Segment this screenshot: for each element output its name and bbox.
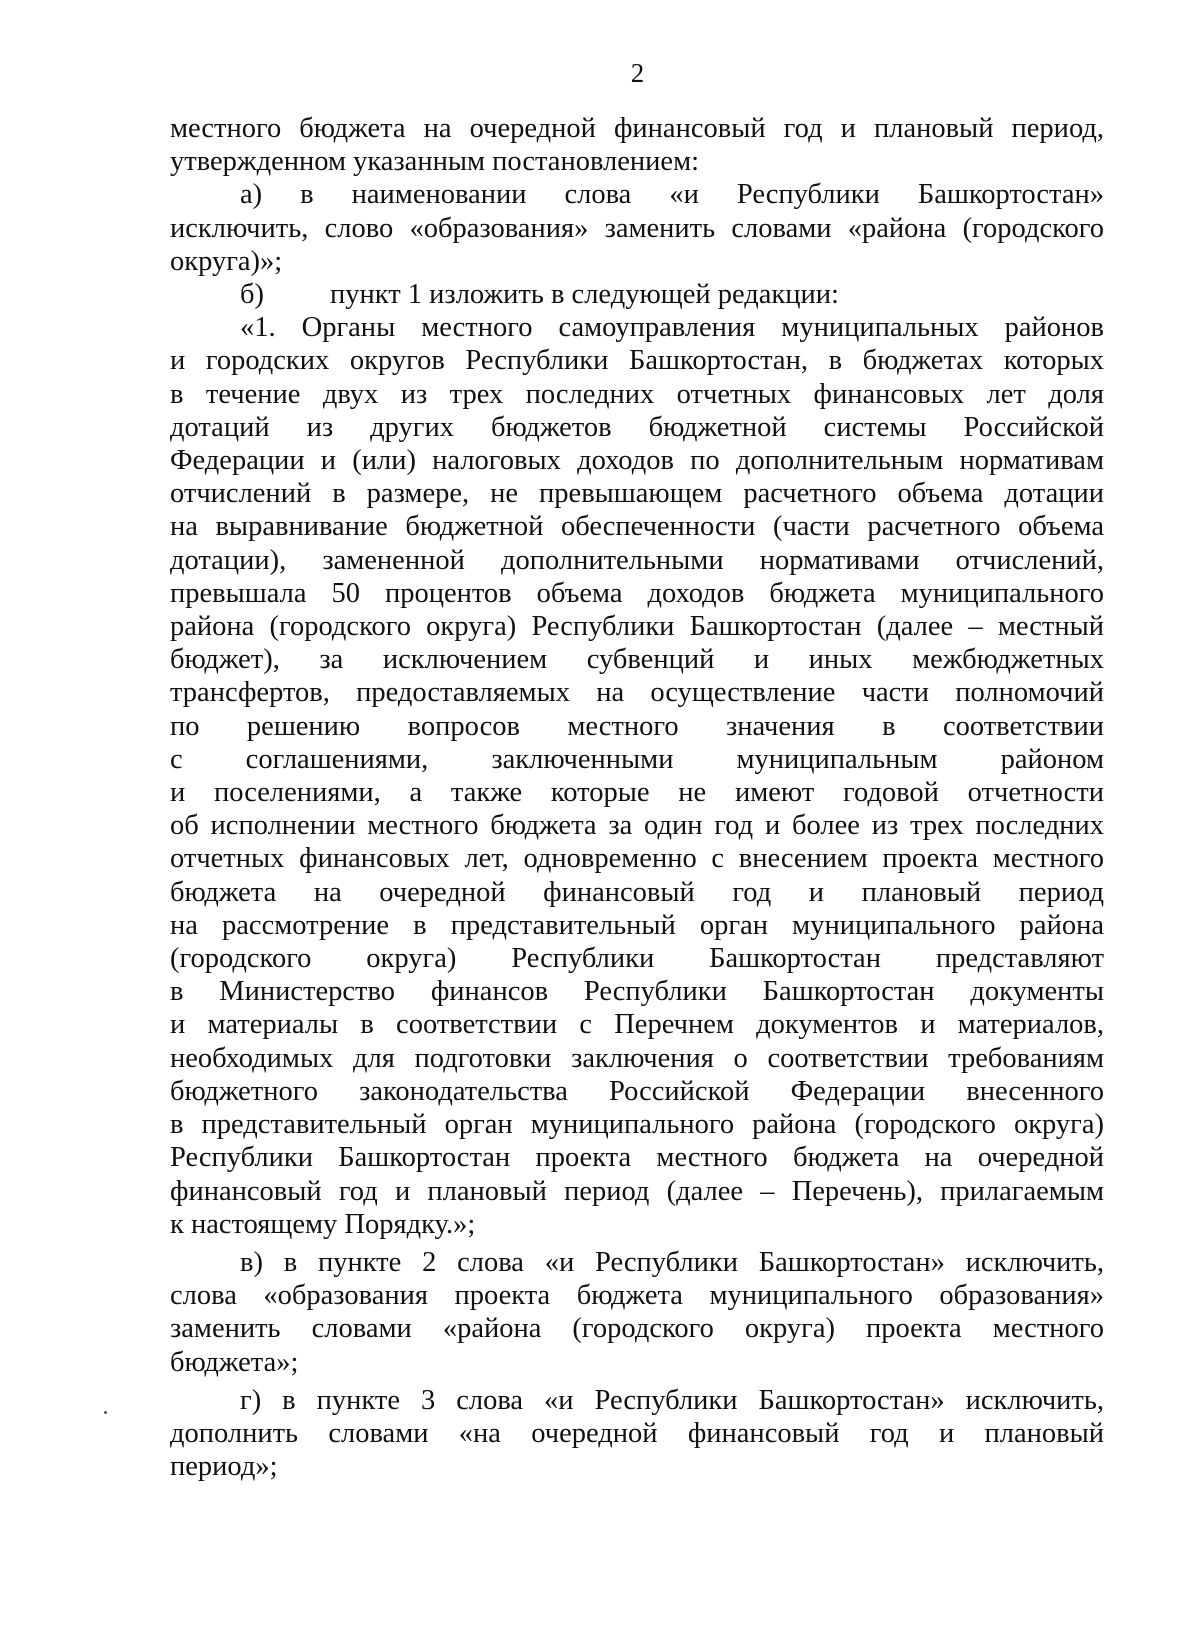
- text-line: на выравнивание бюджетной обеспеченности (части расчетного объема: [170, 511, 1104, 543]
- text-line: «1. Органы местного самоуправления муниципальных районов: [240, 312, 1104, 344]
- text-line: на рассмотрение в представительный орган муниципального района: [170, 909, 1104, 941]
- text-line: дотаций из других бюджетов бюджетной системы Российской: [170, 411, 1104, 443]
- paragraph-quoted-clause-1: [170, 311, 1104, 1241]
- text-line: заменить словами «района (городского округа) проекта местного: [170, 1313, 1104, 1345]
- text-line: по решению вопросов местного значения в соответствии: [170, 710, 1104, 742]
- text-line: превышала 50 процентов объема доходов бюджета муниципального: [170, 577, 1104, 609]
- text-line: местного бюджета на очередной финансовый год и плановый период,: [170, 113, 1104, 144]
- text-line: об исполнении местного бюджета за один год и более из трех последних: [170, 810, 1104, 842]
- text-line: г) в пункте 3 слова «и Республики Башкортостан» исключить,: [240, 1384, 1104, 1416]
- text-line: необходимых для подготовки заключения о соответствии требованиям: [170, 1042, 1104, 1074]
- text-line: финансовый год и плановый период (далее – Перечень), прилагаемым: [170, 1175, 1104, 1207]
- text-line: бюджета»;: [170, 1346, 299, 1378]
- text-line: Федерации и (или) налоговых доходов по дополнительным нормативам: [170, 445, 1104, 477]
- text-line: в Министерство финансов Республики Башкортостан документы: [170, 976, 1104, 1008]
- text-line: [170, 278, 1104, 311]
- text-line: и материалы в соответствии с Перечнем документов и материалов,: [170, 1009, 1104, 1041]
- text-line: отчислений в размере, не превышающем расчетного объема дотации: [170, 478, 1104, 510]
- text-line: с соглашениями, заключенными муниципальным районом: [170, 743, 1104, 775]
- document-body: [170, 112, 1104, 1483]
- text-line: в представительный орган муниципального района (городского округа): [170, 1109, 1104, 1141]
- scan-artifact-dot: [104, 1411, 107, 1414]
- text-line: в) в пункте 2 слова «и Республики Башкортостан» исключить,: [240, 1246, 1104, 1278]
- text-line: трансфертов, предоставляемых на осуществление части полномочий: [170, 677, 1104, 709]
- paragraph-item-a: [170, 178, 1104, 278]
- text-line: округа)»;: [170, 245, 283, 277]
- paragraph-item-b: [170, 278, 1104, 311]
- text-line: а) в наименовании слова «и Республики Башкортостан»: [240, 179, 1104, 211]
- text-line: дополнить словами «на очередной финансовый год и плановый: [170, 1417, 1104, 1449]
- text-line: исключить, слово «образования» заменить словами «района (городского: [170, 212, 1104, 244]
- text-line: района (городского округа) Республики Башкортостан (далее – местный: [170, 611, 1104, 643]
- text-line: и городских округов Республики Башкортостан, в бюджетах которых: [170, 345, 1104, 377]
- text-line: слова «образования проекта бюджета муниципального образования»: [170, 1280, 1104, 1312]
- text-line: бюджетного законодательства Российской Федерации внесенного: [170, 1075, 1104, 1107]
- text-line: в течение двух из трех последних отчетных финансовых лет доля: [170, 378, 1104, 410]
- text-line: и поселениями, а также которые не имеют годовой отчетности: [170, 777, 1104, 809]
- page-number: 2: [630, 58, 645, 88]
- item-label: б): [240, 279, 264, 311]
- text-line: отчетных финансовых лет, одновременно с внесением проекта местного: [170, 843, 1104, 875]
- text-line: (городского округа) Республики Башкортостан представляют: [170, 943, 1104, 975]
- text-line: к настоящему Порядку.»;: [170, 1208, 476, 1240]
- text-line: дотации), замененной дополнительными нормативами отчислений,: [170, 544, 1104, 576]
- paragraph-intro: [170, 112, 1104, 178]
- paragraph-item-g: [170, 1384, 1104, 1484]
- text-line: бюджет), за исключением субвенций и иных межбюджетных: [170, 644, 1104, 676]
- text-line: утвержденном указанным постановлением:: [170, 146, 700, 178]
- text-line: бюджета на очередной финансовый год и плановый период: [170, 876, 1104, 908]
- text-line: Республики Башкортостан проекта местного бюджета на очередной: [170, 1142, 1104, 1174]
- item-text: пункт 1 изложить в следующей редакции:: [330, 279, 839, 311]
- paragraph-item-v: [170, 1246, 1104, 1379]
- text-line: период»;: [170, 1451, 278, 1483]
